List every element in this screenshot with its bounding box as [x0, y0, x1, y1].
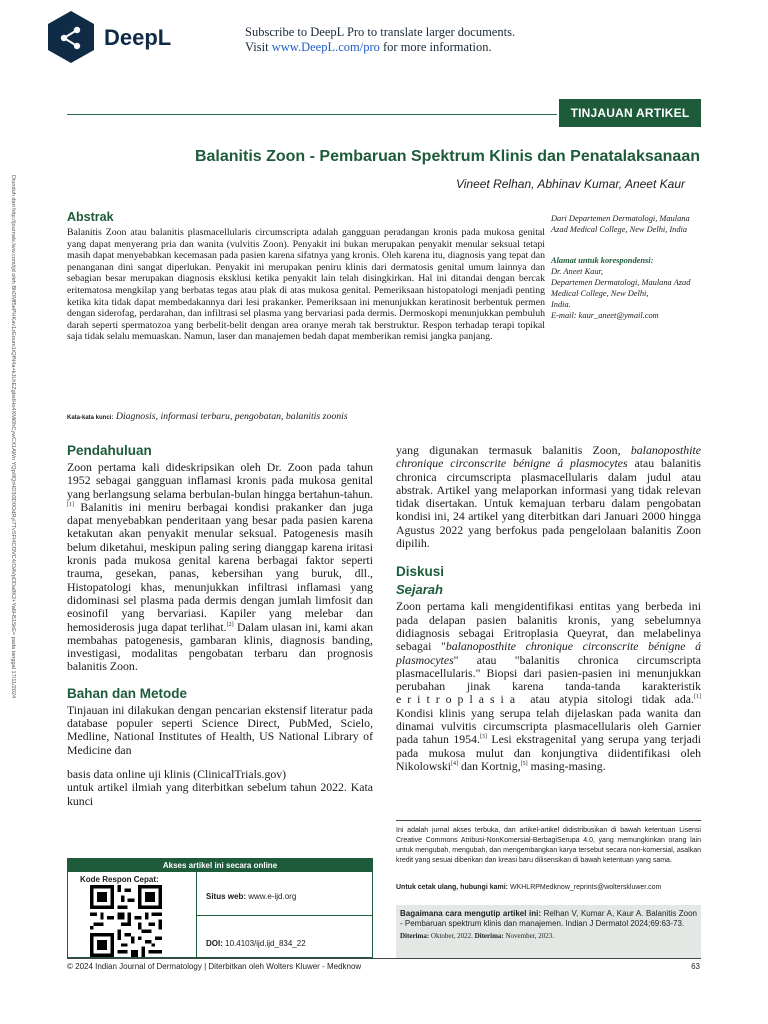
article-authors: Vineet Relhan, Abhinav Kumar, Aneet Kaur [455, 177, 685, 191]
accepted-date: November, 2023. [503, 932, 554, 940]
citation-label: Bagaimana cara mengutip artikel ini: [400, 909, 542, 918]
citation-dates [400, 931, 697, 941]
download-side-note-text: Diunduh dari http://journals.lww.com/ijd oleh BhDMf5ePHKav1zEoum1tQfN4a+kJLhEZgbsIHo4XMi0hCywCX1AWn YQp/IlQrHD3i3D0OdRyi7TvSFl4Cf3VC4/OAVpDDa8K2+Ya6H515kE= pada tanggal 17/11/2024 [10, 175, 16, 699]
accepted-label: Diterima: [474, 932, 504, 940]
citation-ref[interactable]: [2] [226, 621, 234, 628]
received-date: Oktober, 2022. [429, 932, 475, 940]
history-text-2: " atau "balanitis chronica circumscripta plasmacellularis." Biopsi dari pasien-pasien ini menunjukkan perubahan jinak karena tanda-tanda karakteristik [396, 652, 701, 694]
doi-line [206, 939, 306, 948]
deepl-promo-text [245, 25, 515, 55]
website-label: Situs web: [206, 892, 247, 901]
citation-text [400, 909, 697, 929]
citation-box [396, 905, 701, 959]
article-category-badge: TINJAUAN ARTIKEL [559, 99, 701, 127]
history-text-5: Lesi ekstragenital yang serupa yang terjadi pada mukosa mulut dan konjungtiva diidentifikasi oleh Nikolowski [396, 732, 702, 773]
keywords-line [67, 411, 547, 422]
promo-line-1: Subscribe to DeepL Pro to translate larger documents. [245, 25, 516, 39]
reprint-label: Untuk cetak ulang, hubungi kami: [396, 884, 509, 891]
citation-ref[interactable]: [1] [694, 694, 701, 701]
license-text: Ini adalah jurnal akses terbuka, dan artikel-artikel didistribusikan di bawah ketentuan Lisensi Creative Commons Atribusi-NonKomersial-BerbagiSerupa 4.0, yang memungkinkan orang lain untuk mengubah, mengubah, dan mengembangkan karya tersebut secara non-komersial, asalkan kredit yang sesuai diberikan dan kreasi baru dilisensikan di bawah ketentuan yang sama. [396, 827, 701, 864]
methods-continued [396, 444, 701, 550]
promo-tail: for more information. [379, 40, 492, 54]
article-title: Balanitis Zoon - Pembaruan Spektrum Klinis dan Penatalaksanaan [194, 148, 700, 165]
intro-paragraph [67, 461, 373, 674]
download-side-note [10, 175, 26, 699]
intro-text-1: Zoon pertama kali dideskripsikan oleh Dr. Zoon pada tahun 1952 sebagai gangguan inflamasi kronis pada mukosa genital yang berlangsung selama berbulan-bulan hingga bertahun-tahun. [67, 460, 373, 501]
citation-ref[interactable]: [4] [451, 761, 459, 768]
methods-paragraph-2: basis data online uji klinis (ClinicalTrials.gov) [67, 766, 287, 781]
website-link[interactable]: www.e-ijd.org [248, 892, 297, 901]
website-line [206, 892, 296, 901]
history-spaced-term: eritroplasia [396, 692, 522, 707]
deepl-brand-name: DeepL [104, 25, 172, 50]
methods-cont-text-1: yang digunakan termasuk balanitis Zoon, [396, 443, 631, 457]
correspondence-country: India. [551, 300, 571, 309]
access-box-divider-horizontal [196, 915, 372, 916]
history-text-3: atau atypia sitologi tidak ada. [521, 692, 694, 707]
abstract-heading: Abstrak [67, 210, 114, 224]
deepl-pro-link[interactable]: www.DeepL.com/pro [271, 40, 380, 54]
intro-text-2: Balanitis ini meniru berbagai kondisi prakanker dan juga dapat menyebabkan penderitaan yang besar pada pasien karena ketakutan akan penyakit menular seksual. Patogenesis masih belum diketahui, meskipun paling sering dianggap karena iritasi kronis pada mukosa genital karena berbagai faktor seperti trauma, gesekan, panas, kebersihan yang buruk, dll., Histopatologi khas, menunjukkan infiltrasi inflamasi yang didominasi sel plasma pada dermis dengan jumlah limfosit dan eosinofil yang bervariasi. Kapiler yang melebar dan hemosiderosis juga dapat terlihat. [67, 499, 373, 634]
keywords-label: Kata-kata kunci: [67, 415, 114, 421]
online-access-box [67, 858, 373, 958]
correspondence-email[interactable]: E-mail: kaur_aneet@ymail.com [551, 311, 659, 320]
qr-code-icon[interactable] [90, 885, 162, 957]
abstract-text: Balanitis Zoon atau balanitis plasmacellularis circumscripta adalah gangguan peradangan kronis pada mukosa genital yang dapat menyerang pria dan wanita (vulvitis Zoon). Penyakit ini bukan merupakan penyakit menular seksual tetapi masih dapat menyebabkan kecemasan pada pasien karena sifatnya yang kronis. Oleh karena itu, diagnosis yang tepat dan penanganan dini sangat diperlukan. Penyakit ini merupakan peniru klinis dari dermatosis genital umum lainnya dan sebagian besar merupakan diagnosis eksklusi ketika penyakit lain telah disingkirkan. Hal ini ditandai dengan bercak eritematosa mengkilap yang berbatas tegas atau plak di atas mukosa genital. Pemeriksaan histopatologi menjadi penting ketika kita tidak dapat membedakannya dari lesi prakanker. Pemeriksaan ini menunjukkan keratinosit berbentuk permen dengan siderofag, perdarahan, dan infiltrasi sel plasma yang bervariasi pada dermis. Dermoskopi menunjukkan pembuluh darah seperti spermatozoa yang berbelit-belit dengan area oranye merah tak berstruktur. Respon terhadap terapi topikal saja tidak selalu memuaskan. Namun, laser dan manajemen bedah dapat memberikan remisi jangka panjang. [67, 227, 545, 343]
deepl-banner [0, 0, 768, 84]
citation-body: Relhan V, Kumar A, Kaur A. Balanitis Zoon - Pembaruan spektrum klinis dan manajemen. Indian J Dermatol 2024;69:63-73. [400, 909, 697, 928]
methods-paragraph-1: Tinjauan ini dilakukan dengan pencarian ekstensif literatur pada database populer seperti Science Direct, PubMed, Scielo, Medline, National Institutes of Health, US National Library of Medicine dan [67, 702, 373, 757]
affiliation-box [551, 213, 701, 321]
deepl-logo-icon [46, 10, 96, 66]
methods-heading: Bahan dan Metode [67, 685, 188, 701]
license-rule [396, 820, 701, 821]
methods-cont-text-2: atau balanitis chronica circumscripta plasmacellularis dalam judul atau abstrak. Artikel yang melaporkan informasi yang tidak relevan tidak disertakan. Untuk kemajuan terbaru dalam pengobatan kondisi ini, 24 artikel yang diterbitkan dari Januari 2000 hingga Agustus 2022 yang berfokus pada pengelolaan balanitis Zoon dipilih. [396, 456, 701, 551]
received-label: Diterima: [400, 932, 430, 940]
abstract-section [67, 210, 545, 402]
history-paragraph [396, 600, 701, 773]
history-italic: balanoposthite chronique circonscrite bénigne á plasmocytes [396, 639, 702, 667]
left-column [67, 443, 373, 808]
history-text-4: Kondisi klinis yang serupa telah dijelaskan pada wanita dan dinamai vulvitis circumscripta plasmacellularis oleh Garnier pada tahun 1954. [396, 705, 701, 747]
history-text-6: dan Kortnig, [458, 758, 521, 773]
history-text-7: masing-masing. [527, 758, 606, 773]
qr-code-label: Kode Respon Cepat: [80, 875, 159, 884]
reprint-line [396, 884, 701, 891]
keywords-value: Diagnosis, informasi terbaru, pengobatan, balanitis zoonis [115, 411, 348, 422]
doi-link[interactable]: 10.4103/ijd.ijd_834_22 [225, 939, 306, 948]
footer-text: © 2024 Indian Journal of Dermatology | Diterbitkan oleh Wolters Kluwer - Medknow [67, 962, 362, 971]
correspondence-heading: Alamat untuk korespondensi: [551, 256, 654, 265]
citation-ref[interactable]: [3] [479, 734, 487, 741]
doi-label: DOI: [206, 939, 223, 948]
discussion-heading: Diskusi [396, 564, 445, 580]
promo-visit: Visit [245, 40, 272, 54]
reprint-email[interactable]: WKHLRPMedknow_reprints@wolterskluwer.com [509, 884, 662, 891]
header-rule [67, 114, 557, 115]
methods-cont-italic: balanoposthite chronique circonscrite bénigne á plasmocytes [396, 443, 701, 471]
methods-paragraph-3: untuk artikel ilmiah yang diterbitkan sebelum tahun 2022. Kata kunci [67, 780, 373, 808]
right-column [396, 444, 701, 773]
intro-text-3: Dalam ulasan ini, kami akan membahas patogenesis, gambaran klinis, diagnosis banding, investigasi, modalitas pengobatan terbaru dan prognosis balanitis Zoon. [67, 619, 374, 674]
correspondence-name: Dr. Aneet Kaur, [551, 267, 603, 276]
page-number: 63 [691, 962, 700, 971]
affiliation-dept: Dari Departemen Dermatologi, Maulana Azad Medical College, New Delhi, India [551, 214, 690, 234]
citation-ref[interactable]: [1] [67, 501, 74, 508]
intro-heading: Pendahuluan [67, 443, 152, 458]
citation-ref[interactable]: [5] [520, 761, 528, 768]
promo-line-2 [245, 40, 515, 55]
history-heading: Sejarah [396, 582, 443, 598]
correspondence-dept: Departemen Dermatologi, Maulana Azad Medical College, New Delhi, [551, 278, 691, 298]
online-access-heading: Akses artikel ini secara online [68, 859, 372, 872]
history-text-1: Zoon pertama kali mengidentifikasi entitas yang berbeda ini pada delapan pasien balanitis kronis, yang sebelumnya didiagnosis sebagai Eritroplasia Queyrat, dan melabelinya sebagai " [396, 599, 701, 654]
footer-rule [67, 958, 701, 959]
